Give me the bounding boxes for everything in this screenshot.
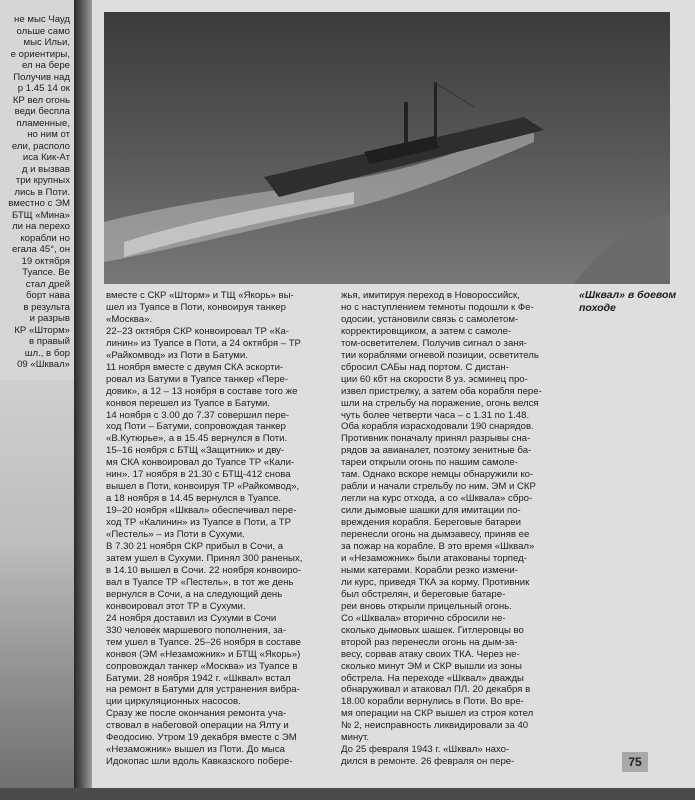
left-text-line: веди бесплa xyxy=(14,106,70,117)
column2-text-line: сили дымовые шашки для имитации по- xyxy=(341,505,521,517)
column1-text-line: «Незаможник» вышел из Поти. До мыса xyxy=(106,744,285,756)
left-text-line: пламенные, xyxy=(16,117,70,129)
column2-text-line: корректировщиком, а затем с самоле- xyxy=(341,325,512,337)
text-column-1 xyxy=(106,290,334,768)
column1-text-line: конвоя перешел из Туапсе в Батуми. xyxy=(106,397,271,409)
column1-text-line: затем ушел в Сухуми. Принял 300 раненых, xyxy=(106,552,303,564)
column2-text-line: сколько минут ЭМ и СКР вышли из зоны xyxy=(341,660,522,672)
column1-text-line: В 7.30 21 ноября СКР прибыл в Сочи, а xyxy=(106,541,284,553)
left-text-line: стал дрей xyxy=(25,278,70,290)
left-text-line: КР вел огонь xyxy=(12,94,70,106)
column1-text-line: 11 ноября вместе с двумя СКА эскорти- xyxy=(106,361,284,373)
column1-text-line: ции циркуляционных насосов. xyxy=(106,696,241,708)
left-text-line: 09 «Шквал» xyxy=(17,359,70,370)
ship-photo xyxy=(104,12,670,284)
left-text-line: и разрыв xyxy=(29,313,70,324)
column1-text-line: 14 ноября с 3.00 до 7.37 совершил пере- xyxy=(106,409,290,421)
column2-text-line: обнаруживал и атаковал ПЛ. 20 декабря в xyxy=(341,684,531,696)
column2-text-line: рядов за авианалет, поэтому зенитные ба- xyxy=(341,445,532,457)
left-text-line: шл., в бор xyxy=(24,347,70,359)
column1-text-line: вместе с СКР «Шторм» и ТЩ «Якорь» вы- xyxy=(106,290,294,301)
left-text-line: не мыс Чауд xyxy=(14,14,70,25)
column1-text-line: шел из Туапсе в Поти, конвоируя танкер xyxy=(106,301,286,313)
column2-text-line: одосии, установили связь с самолетом- xyxy=(341,313,519,325)
column2-text-line: Противник поначалу принял разрывы сна- xyxy=(341,433,531,445)
left-text-line: ели, располо xyxy=(11,140,70,152)
column2-text-line: 18.00 корабли вернулись в Поти. Во вре- xyxy=(341,696,524,708)
column1-text-line: мя СКА конвоировал до Туапсе ТР «Кали- xyxy=(106,457,295,469)
left-text-line: корабли но xyxy=(20,232,70,244)
column2-text-line: До 25 февраля 1943 г. «Шквал» нахо- xyxy=(341,744,510,756)
column1-text-line: а 18 ноября в 14.45 вернулся в Туапсе. xyxy=(106,493,282,505)
left-text-line: ел на бере xyxy=(22,60,70,71)
left-text-line: БТЩ «Мина» xyxy=(11,209,70,221)
ship-photo-drawing xyxy=(104,12,670,284)
column2-text-line: легли на курс отхода, а со «Шквала» сбро- xyxy=(341,493,533,505)
left-text-line: Туапсе. Ве xyxy=(22,267,70,278)
column1-text-line: «Пестель» – из Поти в Сухуми. xyxy=(106,529,245,541)
left-text-line: ольше само xyxy=(16,25,70,37)
column2-text-line: был обстрелян, и береговые батаре- xyxy=(341,588,506,600)
column1-text-line: довик», а 12 – 13 ноября в составе того же xyxy=(106,385,298,397)
column1-text-line: ход Поти – Батуми, сопровождая танкер xyxy=(106,421,286,433)
left-text-line: вместно с ЭМ xyxy=(8,198,70,209)
column2-text-line: вреждения корабля. Береговые батареи xyxy=(341,517,521,529)
column2-text-line: чуть более четверти часа – с 1.31 по 1.48. xyxy=(341,409,530,421)
left-text-line: р 1.45 14 ок xyxy=(17,83,70,94)
left-text-line: иса Кик-Ат xyxy=(22,152,70,163)
left-text-line: в правый xyxy=(29,336,70,347)
column2-text-line: ными катерами. Корабли резко измени- xyxy=(341,564,518,576)
column2-text-line: за пожар на корабле. В это время «Шквал» xyxy=(341,541,535,553)
left-text-line: лись в Поти. xyxy=(14,186,70,198)
left-page-text-column xyxy=(0,14,70,371)
left-text-line: мыс Ильи, xyxy=(23,37,70,48)
column1-text-line: вернулся в Сочи, а на следующий день xyxy=(106,588,283,600)
left-text-line: в результа xyxy=(23,301,70,313)
column2-text-line: мя операции на СКР вышел из строя котел xyxy=(341,708,534,720)
left-text-line: е ориентиры, xyxy=(10,48,70,60)
column1-text-line: «В.Кутюрье», а в 15.45 вернулся в Поти. xyxy=(106,433,288,445)
column1-text-line: ровал из Батуми в Туапсе танкер «Пере- xyxy=(106,373,289,385)
left-text-line: Получив над xyxy=(13,71,70,83)
column1-text-line: конвоя (ЭМ «Незаможник» и БТЩ «Якорь») xyxy=(106,648,301,660)
column2-text-line: жья, имитируя переход в Новороссийск, xyxy=(341,290,520,301)
column1-text-line: тем ушел в Туапсе. 25–26 ноября в составе xyxy=(106,636,301,648)
column1-text-line: сопровождал танкер «Москва» из Туапсе в xyxy=(106,660,298,672)
column2-text-line: ции 60 кбт на скорости 8 уз. эсминец про- xyxy=(341,373,528,385)
column2-text-line: реи вновь открыли прицельный огонь. xyxy=(341,600,512,612)
column2-text-line: ли курс, приведя ТКА за корму. Противник xyxy=(341,576,530,588)
column2-text-line: обстрела. На переходе «Шквал» дважды xyxy=(341,672,524,684)
column2-text-line: сколько дымовых шашек. Гитлеровцы во xyxy=(341,624,524,636)
column1-text-line: ход ТР «Калинин» из Туапсе в Поти, а ТР xyxy=(106,517,292,529)
left-text-line: 19 октября xyxy=(21,255,70,267)
column1-text-line: на ремонт в Батуми для устранения вибра- xyxy=(106,684,300,696)
column2-text-line: тареи открыли огонь по нашим самоле- xyxy=(341,457,518,469)
column1-text-line: линин» из Туапсе в Поти, а 24 октября – ТР xyxy=(106,337,301,349)
column1-text-line: Феодосию. Утром 19 декабря вместе с ЭМ xyxy=(106,732,297,744)
column1-text-line: Сразу же после окончания ремонта уча- xyxy=(106,708,287,720)
column1-text-line: 330 человек маршевого пополнения, за- xyxy=(106,624,287,636)
column1-text-line: в 14.10 вышел в Сочи. 22 ноября конвоиро- xyxy=(106,564,302,576)
column1-text-line: 22–23 октября СКР конвоировал ТР «Ка- xyxy=(106,325,289,337)
bottom-edge xyxy=(0,788,695,800)
column2-text-line: дился в ремонте. 26 февраля он пере- xyxy=(341,756,515,768)
column2-text-line: но с наступлением темноты подошли к Фе- xyxy=(341,301,534,313)
column2-text-line: Со «Шквала» вторично сбросили не- xyxy=(341,612,506,624)
column2-text-line: рабли и начали стрельбу по ним. ЭМ и СКР xyxy=(341,481,536,493)
column2-text-line: минут. xyxy=(341,732,370,744)
column1-text-line: «Райкомвод» из Поти в Батуми. xyxy=(106,349,248,361)
left-text-line: три крупных xyxy=(15,175,70,186)
column1-text-line: 15–16 ноября с БТЩ «Защитник» и дву- xyxy=(106,445,285,457)
page-number: 75 xyxy=(622,752,648,772)
column2-text-line: перенесли огонь на дымзавесу, приняв ее xyxy=(341,529,530,541)
column2-text-line: том-осветителем. Получив сигнал о заня- xyxy=(341,337,527,349)
text-column-2 xyxy=(341,290,573,768)
column2-text-line: весу, сорвав атаку своих ТКА. Через не- xyxy=(341,648,520,660)
column1-text-line: вышел в Поти, конвоируя ТР «Райкомвод», xyxy=(106,481,300,493)
left-text-line: но ним от xyxy=(27,129,70,140)
left-text-line: борт нава xyxy=(26,290,70,301)
column2-text-line: и «Незаможник» были атакованы торпед- xyxy=(341,552,527,564)
column2-text-line: сбросил САБы над портом. С дистан- xyxy=(341,361,509,373)
left-text-line: д и вызвав xyxy=(21,163,70,175)
column2-text-line: второй раз перенесли огонь на дым-за- xyxy=(341,636,518,648)
left-text-line: егала 45°, он xyxy=(11,244,70,255)
column2-text-line: шли на стрельбу на поражение, огонь велся xyxy=(341,397,539,409)
left-text-line: КР «Шторм» xyxy=(14,324,70,336)
column2-text-line: извел пристрелку, а затем оба корабля пере- xyxy=(341,385,542,397)
column1-text-line: «Москва». xyxy=(106,313,153,325)
column1-text-line: ствовал в набеговой операции на Ялту и xyxy=(106,720,289,732)
column2-text-line: там. Однако вскоре немцы обнаружили ко- xyxy=(341,469,534,481)
column1-text-line: вал в Туапсе ТР «Пестель», в тот же день xyxy=(106,576,294,588)
column1-text-line: Идокопас шли вдоль Кавказского побере- xyxy=(106,756,293,768)
column1-text-line: 19–20 ноября «Шквал» обеспечивал пере- xyxy=(106,505,297,517)
column1-text-line: нин». 17 ноября в 21.30 с БТЩ-412 снова xyxy=(106,469,291,481)
left-page-photo xyxy=(0,380,74,790)
column2-text-line: тии кораблями огневой позиции, осветитель xyxy=(341,349,539,361)
column2-text-line: № 2, неисправность ликвидировали за 40 xyxy=(341,720,529,732)
photo-caption: «Шквал» в боевом походе xyxy=(579,289,677,314)
column2-text-line: Оба корабля израсходовали 190 снарядов. xyxy=(341,421,534,433)
left-text-line: ли на перехо xyxy=(12,221,70,232)
column1-text-line: конвоировал этот ТР в Сухуми. xyxy=(106,600,246,612)
column1-text-line: Батуми. 28 ноября 1942 г. «Шквал» встал xyxy=(106,672,291,684)
column1-text-line: 24 ноября доставил из Сухуми в Сочи xyxy=(106,612,277,624)
